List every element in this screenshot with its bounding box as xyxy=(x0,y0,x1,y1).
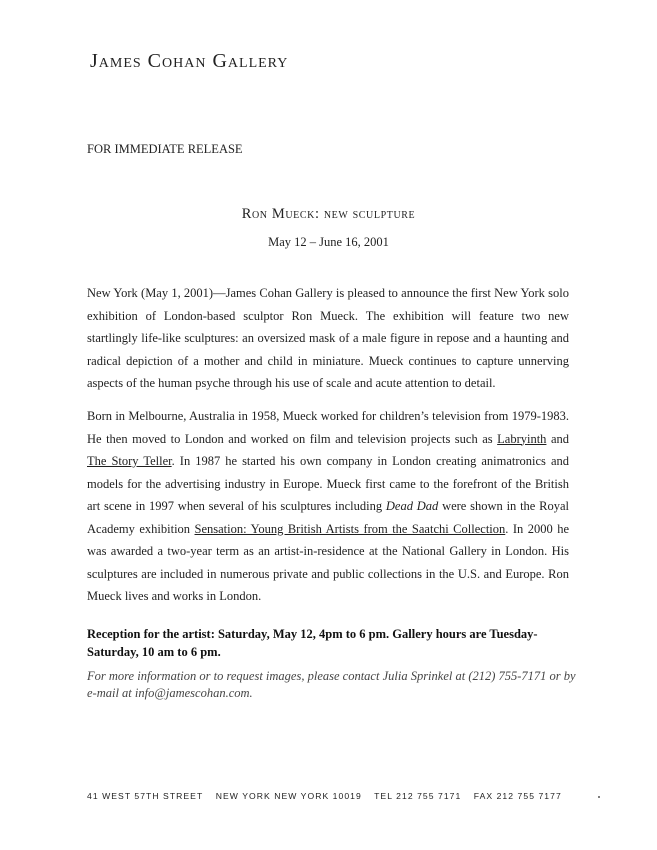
bio-text: and xyxy=(546,431,569,446)
contact-text: For more information or to request images, please contact Julia Sprinkel at (212) 755-7171 or by e-mail at xyxy=(87,669,576,700)
footer-address xyxy=(87,791,571,801)
contact-email: info@jamescohan.com xyxy=(134,686,250,700)
release-label: FOR IMMEDIATE RELEASE xyxy=(87,142,243,156)
biography-paragraph xyxy=(87,405,569,608)
contact-end: . xyxy=(249,686,253,700)
exhibition-title: Ron Mueck: new sculpture xyxy=(241,206,416,222)
bio-text: were shown in the Royal Academy exhibition xyxy=(87,499,569,536)
footer-tel: TEL 212 755 7171 xyxy=(374,791,462,801)
footer-street: 41 WEST 57TH STREET xyxy=(87,791,204,801)
film-title-story-teller: The Story Teller xyxy=(87,454,172,468)
footer-fax: FAX 212 755 7177 xyxy=(473,791,562,801)
exhibition-dates: May 12 – June 16, 2001 xyxy=(268,235,389,249)
contact-info xyxy=(87,668,577,702)
reception-notice: Reception for the artist: Saturday, May 12, 4pm to 6 pm. Gallery hours are Tuesday-Saturday, 10 am to 6 pm. xyxy=(87,627,538,659)
exhibition-reference: Sensation: Young British Artists from the Saatchi Collection xyxy=(194,521,506,536)
footer-city: NEW YORK NEW YORK 10019 xyxy=(215,791,362,801)
gallery-letterhead: James Cohan Gallery xyxy=(90,50,289,72)
bio-text: . In 2000 he was awarded a two-year term as an artist-in-residence at the National Gallery in London. His sculptures are included in numerous private and public collections in the U.S. and Europe. Ron Mueck lives and works in London. xyxy=(87,521,569,603)
film-title-labyrinth: Labryinth xyxy=(497,431,547,446)
intro-paragraph: New York (May 1, 2001)—James Cohan Gallery is pleased to announce the first New York solo exhibition of London-based sculptor Ron Mueck. The exhibition will feature two new startlingly life-like sculptures: an oversized mask of a male figure in repose and a haunting and radical depiction of a mother and child in miniature. Mueck continues to capture unnerving aspects of the human psyche through his use of scale and acute attention to detail. xyxy=(87,286,569,390)
scan-speck xyxy=(598,796,600,798)
bio-text: . In 1987 he started his own company in London creating animatronics and models for the advertising industry in Europe. Mueck first came to the forefront of the British art scene in 1997 when several of his sculptures including xyxy=(87,454,569,513)
artwork-title: Dead Dad xyxy=(385,499,439,513)
bio-text: Born in Melbourne, Australia in 1958, Mueck worked for children’s television from 1979-1983. He then moved to London and worked on film and television projects such as xyxy=(87,409,569,446)
